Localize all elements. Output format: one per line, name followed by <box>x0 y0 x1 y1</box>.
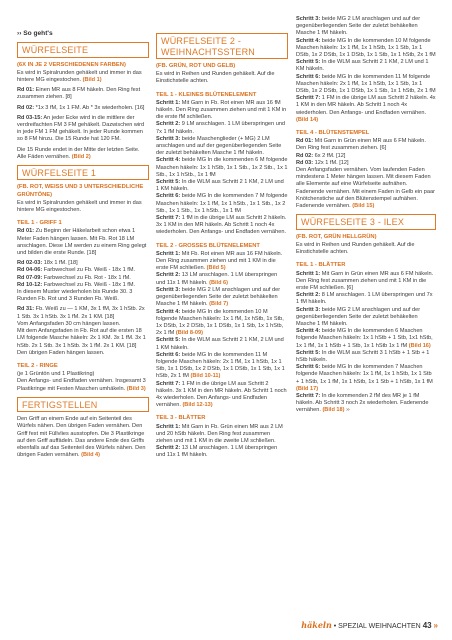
section-banner: WÜRFELSEITE 3 - ILEX <box>296 214 436 230</box>
part-heading: TEIL 1 - GRIFF 1 <box>17 220 62 227</box>
paragraph: Rd 03-15: An jeder Ecke wird in die mittlere der verdreifachten FM 3 FM gehäkelt. Dazwischen wird in jede FM 1 FM gehäkelt. In jeder Runde kommen so 8 FM hinzu. Die 15 Runde hat 120 FM. <box>17 114 145 143</box>
paragraph: Rd 01: Mit Garn in Grün einen MR aus 6 FM häkeln. Den Ring fest zusammen ziehen. [6] <box>296 138 426 152</box>
part-heading: TEIL 4 - BLÜTENSTEMPEL <box>296 130 370 137</box>
paragraph: Schritt 7: 1 FM in die übrige LM aus Schritt 2 häkeln. 4x 1 KM in den MR häkeln. Ab Schritt 1 noch 4x wiederholen. Den Anfangs- und Endfaden vernähen. (Bild 14) <box>296 95 436 123</box>
paragraph: Rd 10-12: Farbwechsel zu Fb. Weiß - 18x 1 fM. <box>17 281 136 288</box>
paragraph: Den Anfangs- und Endfaden vernähen. Insgesamt 3 Plastikringe mit Festen Maschen umhäkeln. (Bild 3) <box>17 378 146 392</box>
paragraph: Schritt 4: beide MG In die kommenden 10 M folgende Maschen häkeln: 1x 1 fM, 1x hStb, 1x Stb, 1x DStb, 1x 2 DStb, 1x 1 DStb, 1x 1 Stb, 1x 1 hStb, 2x 1 fM (Bild 8-09) <box>156 308 284 337</box>
subheading: (FB. ROT, GRÜN HELLGRÜN) <box>296 233 377 240</box>
subheading: (6X IN JE 2 VERSCHIEDENEN FARBEN) <box>17 61 126 68</box>
paragraph: Schritt 3: beide MG 2 LM anschlagen und auf der gegenüberliegenden Seite der zuletzt behäkelten Masche 1 fM häkeln. <box>296 16 421 37</box>
paragraph: Schritt 2: 13 LM anschlagen. 1 LM überspringen und 11x 1 fM häkeln. (Bild 6) <box>156 272 278 286</box>
paragraph: Schritt 2: 8 LM anschlagen. 1 LM überspringen und 7x 1 fM häkeln. <box>296 292 433 306</box>
paragraph: Rd 01: Zu Beginn der Häkelarbeit schon etwa 1 Meter Faden hängen lassen. Mit Fb. Rot 18 LM anschlagen. Diese LM werden zu einem Ring gelegt und bilden die erste Runde. [18] <box>17 228 147 257</box>
section-banner: FERTIGSTELLEN <box>17 397 149 413</box>
paragraph: Schritt 6: beide MG In die kommenden 7 Maschen folgende Maschen häkeln: 1x 1 fM, 1x 1 hStb, 1x 1 Stb + 1 hStb, 1x 1 fM, 1x 1 hStb, 1x 1 Stb + 1 hStb, 1x 1 fM (Bild 17) <box>296 364 433 392</box>
paragraph: Schritt 4: beide MG In die kommenden 6 M folgende Maschen häkeln: 1x 1 hStb, 1x 1 Stb., 1x 2 Stb., 1x 1 Stb., 1x 1 hStb., 1x 1 fM <box>156 157 288 178</box>
paragraph: Schritt 5: In die WLM aus Schritt 2 1 KM, 2 LM und 1 KM häkeln. <box>156 179 284 193</box>
paragraph: Es wird in Spiralrunden gehäkelt und immer in das hintere MG eingestochen. (Bild 1) <box>17 69 142 83</box>
paragraph: Schritt 3: beide MG 2 LM anschlagen und auf der gegenüberliegenden Seite der zuletzt behäkelten Masche 1 fM häkeln. (Bild 7) <box>156 286 281 308</box>
paragraph: Schritt 3: beide MG 2 LM anschlagen und auf der gegenüberliegenden Seite der zuletzt behäkelten Masche 1 fM häkeln. <box>296 306 421 328</box>
paragraph: Es wird in Reihen und Runden gehäkelt. Auf die Einstichstelle achten. <box>296 241 415 256</box>
paragraph: Den Anfangsfaden vernähen. Vom laufenden Faden mindestens 1 Meter hängen lassen. Mit diesem Faden alle Elemente auf eine Würfelseite aufnähen. Fadenende vernähen. Mit einem Faden in Gelb ein paar Knötchenstiche auf den Blütenstempel aufnähen. Fadenende vernähen. (Bild 15) <box>296 167 435 210</box>
paragraph: Es wird in Spiralrunden gehäkelt und immer in das hintere MG eingestochen. <box>17 199 142 214</box>
paragraph: Den übrigen Faden hängen lassen. <box>17 349 105 356</box>
part-heading: TEIL 1 - BLÄTTER <box>296 262 346 269</box>
paragraph: Rd 02: 6x 2 fM. [12] <box>296 152 346 159</box>
paragraph: Schritt 7: 1 fM in die übrige LM aus Schritt 2 häkeln. 3x 1 KM in den MR häkeln. Ab Schritt 1 noch 4x wiederholen. Den Anfangs- und Endfaden vernähen. <box>156 215 287 236</box>
section-banner: WÜRFELSEITE <box>17 42 149 58</box>
section-banner: WÜRFELSEITE 2 - WEIHNACHTSSTERN <box>156 33 288 59</box>
paragraph: Schritt 5: In die WLM aus Schritt 2 1 KM, 2 LM und 1 KM häkeln. <box>156 337 284 351</box>
paragraph: Schritt 1: Mit Fb. Rot einen MR aus 16 FM häkeln. Den Ring zusammen ziehen und mit 1 KM in die erste FM schließen. (Bild 5) <box>156 250 283 272</box>
paragraph: Rd 31: Fb. Weiß zu — 1 KM, 3x 1 fM, 3x 1 hStb. 2x 1 Stb. 3x 1 hStb. 3x 1 fM. 2x 1 KM. [18] <box>17 306 145 320</box>
paragraph: Schritt 6: beide MG In die kommenden 11 M folgende Maschen häkeln: 2x 1 fM, 1x 1 hStb, 1x 1 Stb, 1x 1 DStb, 1x 2 DStb, 1x 1 DStb, 1x 1 Stb, 1x 1 hStb, 2x 1 fM <box>296 73 436 95</box>
page-footer <box>301 620 438 630</box>
paragraph: Schritt 4: beide MG In die kommenden 6 Maschen folgende Maschen häkeln: 1x 1 hStb + 1 Stb, 1x1 hStb, 1x 1 fM, 1x 1 hStb + 1 Stb, 1x 1 hStb 1x 1 fM (Bild 16) <box>296 328 433 349</box>
paragraph: Schritt 1: Mit Garn in Fb. Grün einen MR aus 2 LM und 20 hStb häkeln. Den Ring fest zusammen ziehen und mit 1 KM in die zweite LM schließen. <box>156 423 283 444</box>
brand-logo: häkeln <box>301 620 332 630</box>
page-number: 43 <box>422 621 432 630</box>
section-label: • SPEZIAL WEIHNACHTEN <box>333 623 421 630</box>
paragraph: Vom Anfangsfaden 30 cm hängen lassen. <box>17 320 121 327</box>
paragraph: Den Griff an einem Ende auf ein Seitenteil des Würfels nähen. Den übrigen Faden vernähen. Den Griff fest mit Füllvlies ausstopfen. Die 3 Plastikringe auf den Griff auffädeln. Das andere Ende des Griffs ebenfalls auf das Seitenteil des Würfels nähen. Den übrigen Faden vernähen. (Bild 4) <box>17 416 146 459</box>
section-banner: WÜRFELSEITE 1 <box>17 165 149 181</box>
paragraph: Schritt 6: beide MG In die kommenden 7 M folgende Maschen häkeln: 1x 1 fM, 1x 1 hStb., 1x 1 Stb., 1x 2 Stb., 1x 1 Stb., 1x 1 hStb., 1x 1 fM <box>156 193 288 214</box>
paragraph: Rd 07-09: Farbwechsel zu Fb. Rot - 18x 1 fM. <box>17 274 131 281</box>
paragraph: Rd 04-06: Farbwechsel zu Fb. Weiß - 18x 1 fM. <box>17 267 136 274</box>
paragraph: Schritt 1: Mit Garn in Grün einen MR aus 6 FM häkeln. Den Ring fest zusammen ziehen und mit 1 KM in die erste FM schließen. [6] <box>296 270 434 291</box>
paragraph: Schritt 7: 1 FM in die übrige LM aus Schritt 2 häkeln. 3x 1 KM in den MR häkeln. Ab Schritt 1 noch 4x wiederholen. Den Anfangs- und Endfaden vernähen. (Bild 12-13) <box>156 380 287 409</box>
paragraph: (je 1 Grüntön und 1 Plastikring) <box>17 371 95 378</box>
paragraph: Schritt 5: In die WLM aus Schritt 3 1 hStb + 1 Stb + 1 hStb häkeln. <box>296 349 430 364</box>
paragraph: Rd 03: 12x 1 fM. [12] <box>296 159 349 166</box>
part-heading: TEIL 2 - GROSSES BLÜTENELEMENT <box>156 242 260 249</box>
next-page-arrow: » <box>433 621 438 630</box>
subheading: (FB. ROT, WEISS UND 3 UNTERSCHIEDLICHE GRÜNTÖNE) <box>17 184 144 198</box>
paragraph: Schritt 3: beide Maschenglieder (+ MG) 2 LM anschlagen und auf der gegenüberliegenden Seite der zuletzt behäkelten Masche 1 fM häkeln. <box>156 135 282 157</box>
part-heading: TEIL 1 - KLEINES BLÜTENELEMENT <box>156 91 257 98</box>
paragraph: Schritt 4: beide MG In die kommenden 10 M folgende Maschen häkeln: 1x 1 fM, 1x 1 hStb, 1x 1 Stb, 1x 1 DStb, 1x 2 DStb, 1x 1 DStb, 1x 1 Stb, 1x 1 hStb, 2x 1 fM <box>296 37 436 59</box>
paragraph: Schritt 6: beide MG In die kommenden 11 M folgende Maschen häkeln: 2x 1 fM, 1x 1 hStb, 1x 1 Stb, 1x 1 DStb, 1x 2 DStb, 1x 1 DStb, 1x 1 Stb, 1x 1 hStb, 2x 1 fM (Bild 10-11) <box>156 351 285 380</box>
paragraph: Schritt 5: In die WLM aus Schritt 2 1 KM, 2 LM und 1 KM häkeln. <box>296 59 429 73</box>
paragraph: Es wird in Reihen und Runden gehäkelt. Auf die Einstichstelle achten. <box>156 71 275 85</box>
column-2 <box>156 30 288 463</box>
paragraph: Schritt 7: In die kommenden 2 fM des MR je 1 fM häkeln. Ab Schritt 3 noch 2x wiederholen. Fadenende vernähen. (Bild 18) ›› <box>296 393 429 414</box>
part-heading: TEIL 2 - RINGE <box>17 362 58 369</box>
part-heading: TEIL 3 - BLÄTTER <box>156 415 206 422</box>
paragraph: In diesem Muster wiederholen bis Runde 30. 3 Runden Fb. Rot und 3 Runden Fb. Weiß. <box>17 289 133 303</box>
paragraph: Schritt 1: Mit Garn in Fb. Rot einen MR aus 16 fM häkeln. Den Ring zusammen ziehen und mit 1 KM in die erste fM schließen. <box>156 99 287 121</box>
subheading: (FB. GRÜN, ROT UND GELB) <box>156 63 236 69</box>
paragraph: Rd 01: Einen MR aus 8 FM häkeln. Den Ring fest zusammen ziehen. [8] <box>17 87 141 101</box>
paragraph: Rd 02-03: 18x 1 fM. [18] <box>17 260 78 267</box>
column-1 <box>17 30 149 462</box>
paragraph: Rd 02: *1x 3 fM, 1x 1 FM. Ab * 3x wiederholen. [16] <box>17 104 145 111</box>
kicker: ›› So geht's <box>17 30 53 37</box>
paragraph: Schritt 2: 9 LM anschlagen. 1 LM überspringen und 7x 1 fM häkeln. <box>156 121 286 135</box>
paragraph: Schritt 2: 13 LM anschlagen. 1 LM überspringen und 11x 1 fM häkeln. <box>156 445 278 459</box>
column-3 <box>296 16 436 415</box>
paragraph: Mit dem Anfangsfaden in Fb. Rot auf die ersten 18 LM folgende Masche häkeln: 2x 1 KM. 3x 1 fM. 3x 1 hStb. 2x 1 Stb. 3x 1 hStb. 3x 1 fM. 2x 1 KM. [18] <box>17 328 146 349</box>
paragraph: Die 15 Runde endet in der Mitte der letzten Seite. Alle Fäden vernähen. (Bild 2) <box>17 146 140 160</box>
